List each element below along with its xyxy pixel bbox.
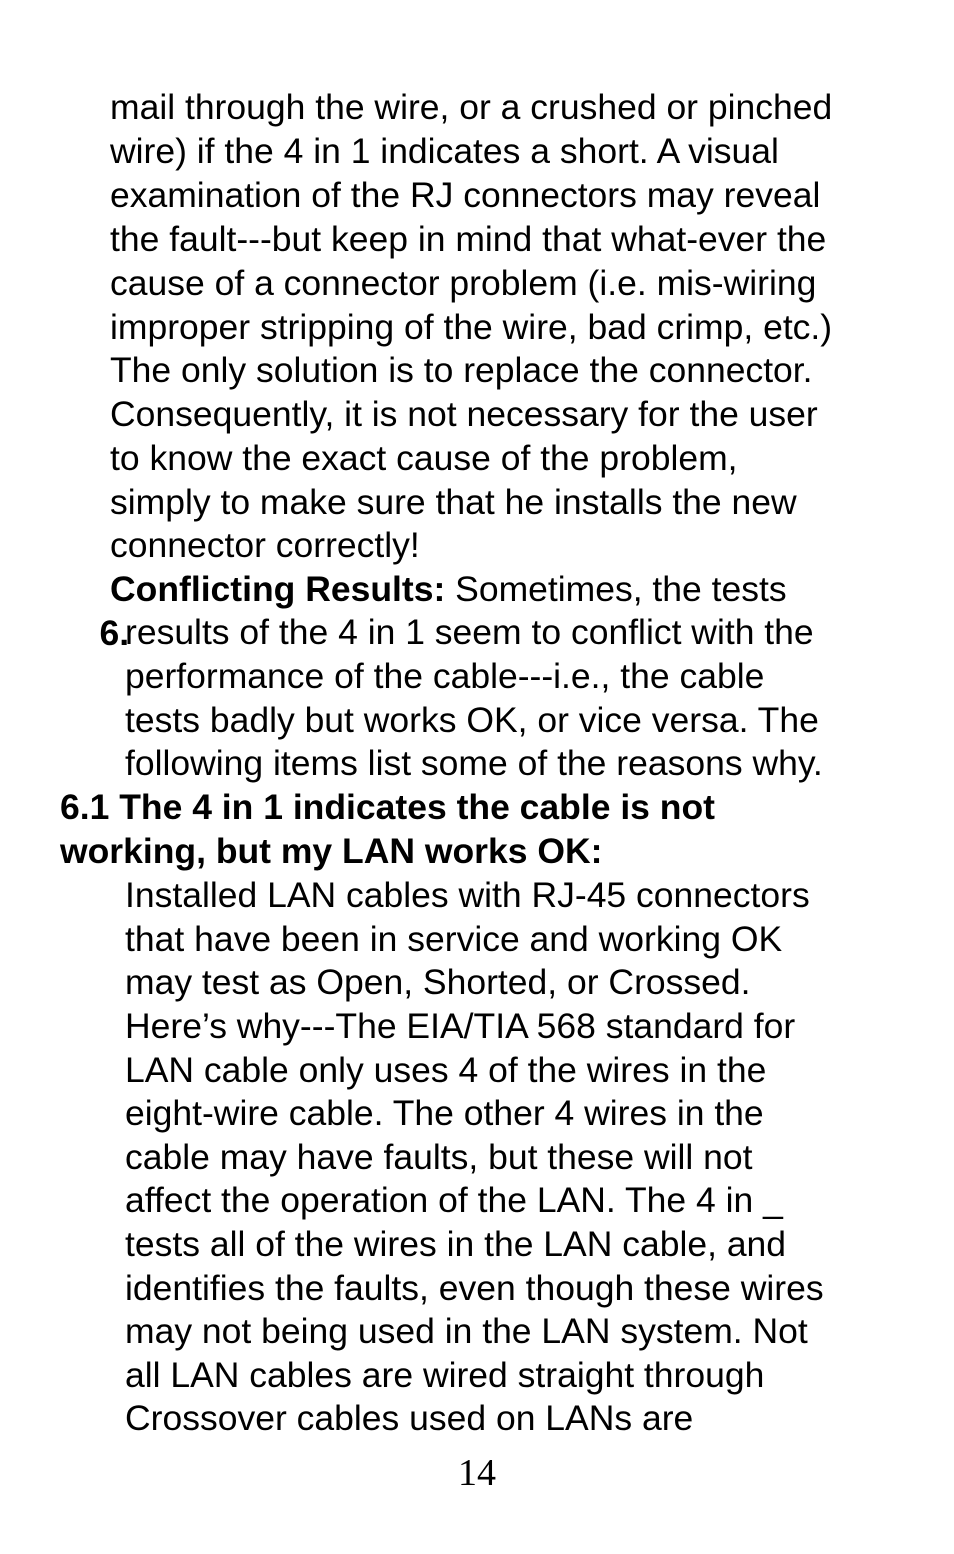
text-line: affect the operation of the LAN. The 4 in _ xyxy=(125,1180,783,1220)
text-line: that have been in service and working OK xyxy=(125,919,783,959)
section-heading-line: 6.1 The 4 in 1 indicates the cable is not xyxy=(60,787,715,827)
section-heading-line: working, but my LAN works OK: xyxy=(60,831,603,871)
text-line: improper stripping of the wire, bad crimp, etc.) xyxy=(110,307,833,347)
text-line: LAN cable only uses 4 of the wires in the xyxy=(125,1050,767,1090)
text-line: wire) if the 4 in 1 indicates a short. A visual xyxy=(110,131,779,171)
text-line: cause of a connector problem (i.e. mis-wiring xyxy=(110,263,817,303)
text-line: results of the 4 in 1 seem to conflict with the xyxy=(125,612,814,652)
item-heading-rest: Sometimes, the tests xyxy=(445,569,787,609)
text-line: mail through the wire, or a crushed or pinched xyxy=(110,87,833,127)
text-line: following items list some of the reasons why. xyxy=(125,743,823,783)
text-line: all LAN cables are wired straight through xyxy=(125,1355,765,1395)
text-line: Crossover cables used on LANs are xyxy=(125,1398,694,1438)
text-line: performance of the cable---i.e., the cable xyxy=(125,656,765,696)
text-line: the fault---but keep in mind that what-ever the xyxy=(110,219,827,259)
text-line: examination of the RJ connectors may reveal xyxy=(110,175,821,215)
text-line: cable may have faults, but these will not xyxy=(125,1137,753,1177)
text-line: simply to make sure that he installs the new xyxy=(110,482,797,522)
text-line: Installed LAN cables with RJ-45 connectors xyxy=(125,875,810,915)
text-line: to know the exact cause of the problem, xyxy=(110,438,738,478)
text-line: eight-wire cable. The other 4 wires in the xyxy=(125,1093,764,1133)
text-line: tests badly but works OK, or vice versa. The xyxy=(125,700,819,740)
text-line: Consequently, it is not necessary for the user xyxy=(110,394,818,434)
item-number: 6. xyxy=(99,613,130,653)
text-line: may not being used in the LAN system. Not xyxy=(125,1311,808,1351)
item-heading-line xyxy=(110,567,787,611)
text-line: identifies the faults, even though these wires xyxy=(125,1268,824,1308)
text-line: Here’s why---The EIA/TIA 568 standard for xyxy=(125,1006,796,1046)
text-line: The only solution is to replace the connector. xyxy=(110,350,813,390)
text-line: connector correctly! xyxy=(110,525,420,565)
page-number: 14 xyxy=(458,1452,496,1494)
item-heading: Conflicting Results: xyxy=(110,569,446,609)
text-line: tests all of the wires in the LAN cable, and xyxy=(125,1224,787,1264)
text-line: may test as Open, Shorted, or Crossed. xyxy=(125,962,751,1002)
